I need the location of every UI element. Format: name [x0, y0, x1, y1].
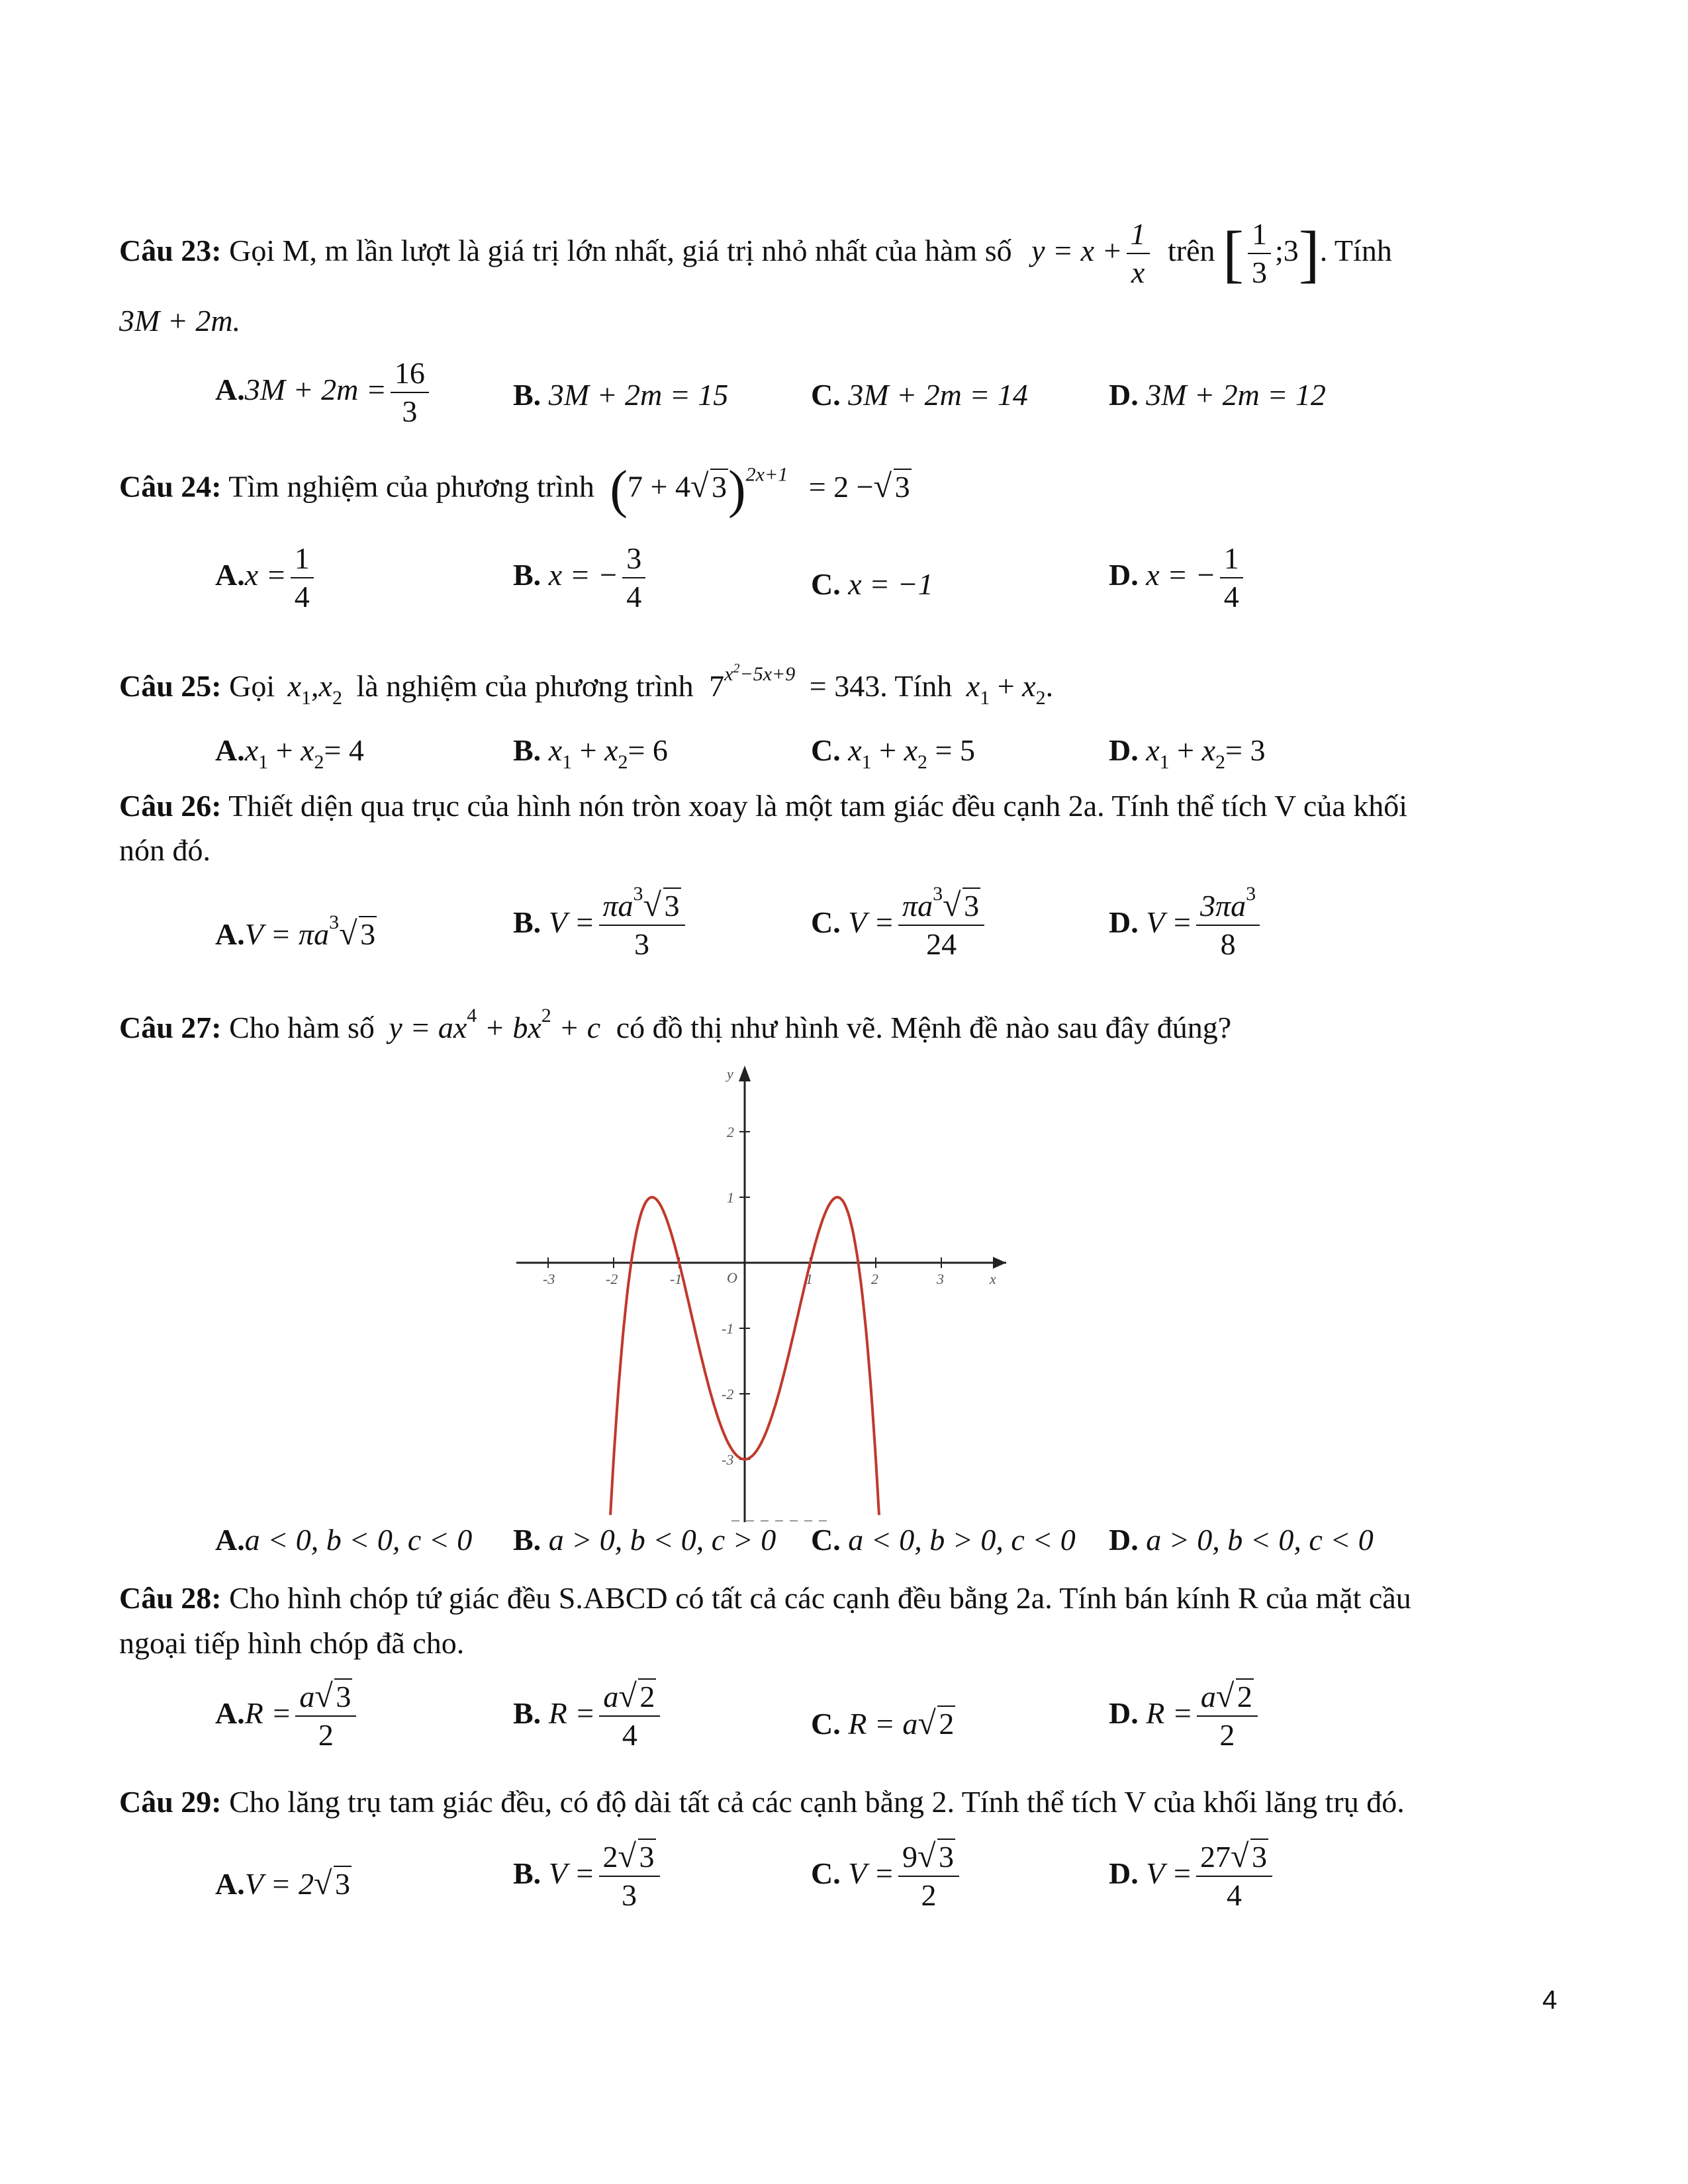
question-24-text: Tìm nghiệm của phương trình	[228, 469, 594, 504]
option-text: 3M + 2m = 14	[848, 378, 1028, 412]
option-label: D.	[1109, 378, 1139, 412]
left-bracket: [	[1223, 218, 1244, 289]
q28-option-c[interactable]	[811, 1706, 955, 1741]
option-text: a < 0, b < 0, c < 0	[244, 1523, 473, 1557]
option-label: B.	[513, 1856, 541, 1890]
y-tick-label: -1	[722, 1320, 734, 1337]
q24-option-a[interactable]	[215, 543, 318, 614]
x-axis-arrow	[993, 1257, 1006, 1269]
option-lhs: V =	[1146, 905, 1193, 939]
option-lhs: V =	[1146, 1856, 1193, 1890]
func-part3: + c	[551, 1011, 601, 1044]
x-tick-label: -1	[670, 1271, 682, 1287]
option-lhs: x =	[244, 557, 287, 592]
question-29	[119, 1787, 1405, 1817]
interval-end: ;3	[1275, 233, 1299, 267]
q24-option-c[interactable]	[811, 567, 933, 602]
option-label: D.	[1109, 1696, 1139, 1730]
y-axis-arrow	[739, 1066, 751, 1081]
sqrt-radicand: 3	[336, 1680, 352, 1713]
frac-num: 27	[1200, 1840, 1231, 1874]
exponent: 2x+1	[745, 463, 788, 486]
q27-option-c[interactable]	[811, 1522, 1076, 1557]
option-lhs: R =	[1146, 1696, 1193, 1730]
option-label: D.	[1109, 733, 1139, 767]
question-25-label: Câu 25:	[119, 669, 222, 703]
page-number: 4	[1542, 1985, 1558, 2015]
option-label: B.	[513, 378, 541, 412]
function-graph	[516, 1059, 1006, 1522]
q28-option-d[interactable]	[1109, 1681, 1262, 1752]
option-label: B.	[513, 1523, 541, 1557]
q23-option-b[interactable]	[513, 377, 728, 412]
question-23-expr: 3M + 2m.	[119, 304, 241, 338]
question-24	[119, 461, 912, 519]
x-tick-label: 2	[871, 1271, 878, 1287]
option-label: B.	[513, 1696, 541, 1730]
question-25-rhs: = 343. Tính	[809, 669, 953, 703]
option-label: B.	[513, 557, 541, 592]
q26-option-c[interactable]: C. V = $\frac{\pi a^3√ 3}{24}$	[811, 890, 988, 961]
frac-den: x	[1131, 255, 1145, 290]
q28-option-b[interactable]	[513, 1681, 664, 1752]
frac-num: 3πa	[1200, 889, 1246, 923]
frac-num: 9	[902, 1840, 918, 1874]
q29-option-d[interactable]	[1109, 1841, 1276, 1912]
option-text: a > 0, b < 0, c < 0	[1146, 1523, 1374, 1557]
option-label: A.	[215, 557, 245, 592]
option-label: D.	[1109, 557, 1139, 592]
option-label: B.	[513, 733, 541, 767]
option-label: D.	[1109, 1523, 1139, 1557]
q26-option-b[interactable]: B. V = $\frac{\pi a^3√ 3}{3}$	[513, 890, 689, 961]
option-rhs: = 3	[1225, 733, 1266, 767]
option-lhs: V = πa	[244, 917, 330, 951]
frac-num: a	[1200, 1680, 1216, 1713]
frac-num: 3	[622, 543, 645, 578]
option-label: A.	[215, 1867, 245, 1901]
question-27-text2: có đồ thị như hình vẽ. Mệnh đề nào sau đây đúng?	[616, 1011, 1232, 1044]
sqrt-radicand: 3	[894, 469, 910, 504]
question-27-label: Câu 27:	[119, 1011, 222, 1044]
option-rhs: = 4	[324, 733, 364, 767]
question-28-line1: Cho hình chóp tứ giác đều S.ABCD có tất cả các cạnh đều bằng 2a. Tính bán kính R của mặt cầu	[229, 1581, 1411, 1615]
q23-option-a[interactable]	[215, 357, 433, 428]
option-label: C.	[811, 378, 841, 412]
frac-den: 24	[926, 927, 957, 962]
tinh-word: . Tính	[1319, 233, 1392, 267]
sqrt-radicand: 2	[639, 1680, 655, 1713]
interval-den: 3	[1252, 255, 1268, 290]
frac-den: 2	[318, 1718, 334, 1752]
q29-option-b[interactable]	[513, 1841, 664, 1912]
question-23-label: Câu 23:	[119, 233, 222, 267]
option-rhs: = 5	[927, 733, 975, 767]
frac-num: 1	[1220, 543, 1243, 578]
rhs-text: = 2 −	[808, 469, 874, 504]
sqrt-radicand: 2	[1237, 1680, 1252, 1713]
frac-num: 1	[1127, 218, 1150, 254]
question-23-func: y = x +	[1031, 233, 1123, 267]
q27-option-b[interactable]	[513, 1522, 776, 1557]
y-tick-label: -2	[722, 1386, 734, 1402]
func-part: y = ax	[389, 1011, 467, 1044]
x-tick-label: -2	[606, 1271, 618, 1287]
q26-option-a[interactable]: $A.V = \pi a^3√$ 3	[215, 917, 377, 952]
option-label: A.	[215, 372, 245, 406]
q27-option-d[interactable]	[1109, 1522, 1374, 1557]
question-28-line2: ngoại tiếp hình chóp đã cho.	[119, 1626, 465, 1660]
option-lhs: R =	[548, 1696, 596, 1730]
option-label: D.	[1109, 905, 1139, 939]
option-label: C.	[811, 905, 841, 939]
frac-den: 4	[1223, 580, 1239, 614]
option-label: C.	[811, 1856, 841, 1890]
option-label: C.	[811, 733, 841, 767]
frac-den: 2	[1219, 1718, 1235, 1752]
sqrt-radicand: 3	[712, 469, 727, 504]
frac-num: a	[299, 1680, 315, 1713]
frac-den: 3	[402, 394, 418, 429]
power-exp-rest: −5x+9	[739, 663, 796, 685]
q29-option-c[interactable]	[811, 1841, 963, 1912]
option-lhs: V =	[848, 905, 895, 939]
x-axis-label: x	[990, 1271, 996, 1287]
question-26-line1: Thiết diện qua trục của hình nón tròn xoay là một tam giác đều cạnh 2a. Tính thể tích V của khối	[228, 789, 1408, 823]
option-text: x = −1	[848, 567, 933, 601]
y-tick-label: 1	[727, 1189, 734, 1206]
option-label: C.	[811, 1523, 841, 1557]
on-word: trên	[1168, 233, 1215, 267]
option-label: A.	[215, 1523, 245, 1557]
func-part2: + bx	[477, 1011, 541, 1044]
option-lhs: R =	[244, 1696, 292, 1730]
option-lhs: 3M + 2m =	[244, 372, 387, 406]
frac-num: πa	[602, 889, 633, 923]
right-bracket: ]	[1298, 218, 1320, 289]
y-tick-label: 2	[727, 1124, 734, 1140]
sqrt-radicand: 2	[939, 1707, 955, 1741]
frac-den: 4	[622, 1718, 637, 1752]
q27-option-a[interactable]	[215, 1522, 472, 1557]
option-text: a < 0, b > 0, c < 0	[848, 1523, 1076, 1557]
frac-num: 16	[391, 357, 429, 393]
question-26-label: Câu 26:	[119, 789, 222, 823]
base-text: 7 + 4	[628, 469, 690, 504]
sqrt-radicand: 3	[335, 1867, 351, 1901]
option-label: A.	[215, 1696, 245, 1730]
q25-option-a[interactable]: $A.x_1 + x_2= 4$	[215, 733, 364, 773]
option-text: a > 0, b < 0, c > 0	[548, 1523, 776, 1557]
sqrt-radicand: 3	[639, 1840, 655, 1874]
option-text: 3M + 2m = 12	[1146, 378, 1326, 412]
sqrt-radicand: 3	[1252, 1840, 1268, 1874]
frac-num: πa	[902, 889, 933, 923]
option-lhs: V =	[548, 905, 595, 939]
option-lhs: R = a	[848, 1707, 918, 1741]
question-26	[119, 791, 1407, 821]
right-paren: )	[728, 461, 746, 519]
q25-option-d[interactable]: D. $x_1 + x_2= 3$	[1109, 733, 1266, 773]
question-24-label: Câu 24:	[119, 469, 222, 504]
option-lhs: V = 2	[244, 1867, 314, 1901]
x-tick-label: -3	[543, 1271, 555, 1287]
option-rhs: = 6	[628, 733, 668, 767]
y-axis-label: y	[727, 1066, 733, 1082]
question-23-text: Gọi M, m lần lượt là giá trị lớn nhất, giá trị nhỏ nhất của hàm số	[229, 233, 1012, 267]
frac-num: 1	[291, 543, 314, 578]
option-label: A.	[215, 733, 245, 767]
option-lhs: V =	[848, 1856, 895, 1890]
question-27: Câu 27: Cho hàm số $y = ax^4 + bx^2 + c$ có đồ thị như hình vẽ. Mệnh đề nào sau đây đúng?	[119, 1005, 1232, 1044]
frac-den: 4	[294, 580, 310, 614]
question-23	[119, 218, 1392, 289]
origin-label: O	[727, 1269, 737, 1286]
option-lhs: V =	[548, 1856, 595, 1890]
option-label: A.	[215, 917, 245, 951]
option-text: 3M + 2m = 15	[548, 378, 729, 412]
y-tick-label: -3	[722, 1451, 734, 1468]
interval-num: 1	[1248, 218, 1271, 254]
frac-num: a	[603, 1680, 619, 1713]
option-lhs: x = −	[1146, 557, 1216, 592]
q28-option-a[interactable]	[215, 1681, 360, 1752]
left-paren: (	[610, 461, 628, 519]
frac-den: 4	[1227, 1878, 1243, 1913]
question-26-line2: nón đó.	[119, 833, 211, 867]
q24-option-b[interactable]	[513, 543, 649, 614]
q24-option-d[interactable]	[1109, 543, 1247, 614]
question-28	[119, 1583, 1411, 1614]
frac-den: 3	[634, 927, 650, 962]
frac-den: 2	[921, 1878, 937, 1913]
option-label: B.	[513, 905, 541, 939]
option-label: C.	[811, 1707, 841, 1741]
q29-option-a[interactable]	[215, 1866, 352, 1901]
frac-den: 8	[1220, 927, 1236, 962]
q23-option-c[interactable]	[811, 377, 1028, 412]
sqrt-radicand: 3	[939, 1840, 955, 1874]
x-tick-label: 1	[806, 1271, 813, 1287]
var-x: x	[287, 669, 302, 703]
q23-option-d[interactable]	[1109, 377, 1326, 412]
x-tick-label: 3	[937, 1271, 944, 1287]
question-25: Câu 25: Gọi $x_1,x_2$ là nghiệm của phương trình $7^{x^2-5x+9} = 343$. Tính $x_1 + x_2$.	[119, 661, 1054, 709]
question-27-text: Cho hàm số	[229, 1011, 375, 1044]
question-25-text2: là nghiệm của phương trình	[356, 669, 694, 703]
question-28-label: Câu 28:	[119, 1581, 222, 1615]
power-exp: x	[724, 663, 733, 685]
question-29-label: Câu 29:	[119, 1785, 222, 1819]
frac-num: 2	[602, 1840, 618, 1874]
option-label: C.	[811, 567, 841, 601]
q25-option-c[interactable]: C. $x_1 + x_2 = 5$	[811, 733, 975, 773]
question-29-text: Cho lăng trụ tam giác đều, có độ dài tất cả các cạnh bằng 2. Tính thể tích V của khối lăng trụ đó.	[229, 1785, 1405, 1819]
question-25-text: Gọi	[229, 669, 275, 703]
q25-option-b[interactable]: B. $x_1 + x_2= 6$	[513, 733, 668, 773]
frac-den: 3	[622, 1878, 637, 1913]
power-base: 7	[709, 669, 725, 703]
q26-option-d[interactable]: D. V = $\frac{3\pi a^3}{8}$	[1109, 890, 1264, 961]
frac-den: 4	[626, 580, 642, 614]
option-lhs: x = −	[548, 557, 619, 592]
option-label: D.	[1109, 1856, 1139, 1890]
